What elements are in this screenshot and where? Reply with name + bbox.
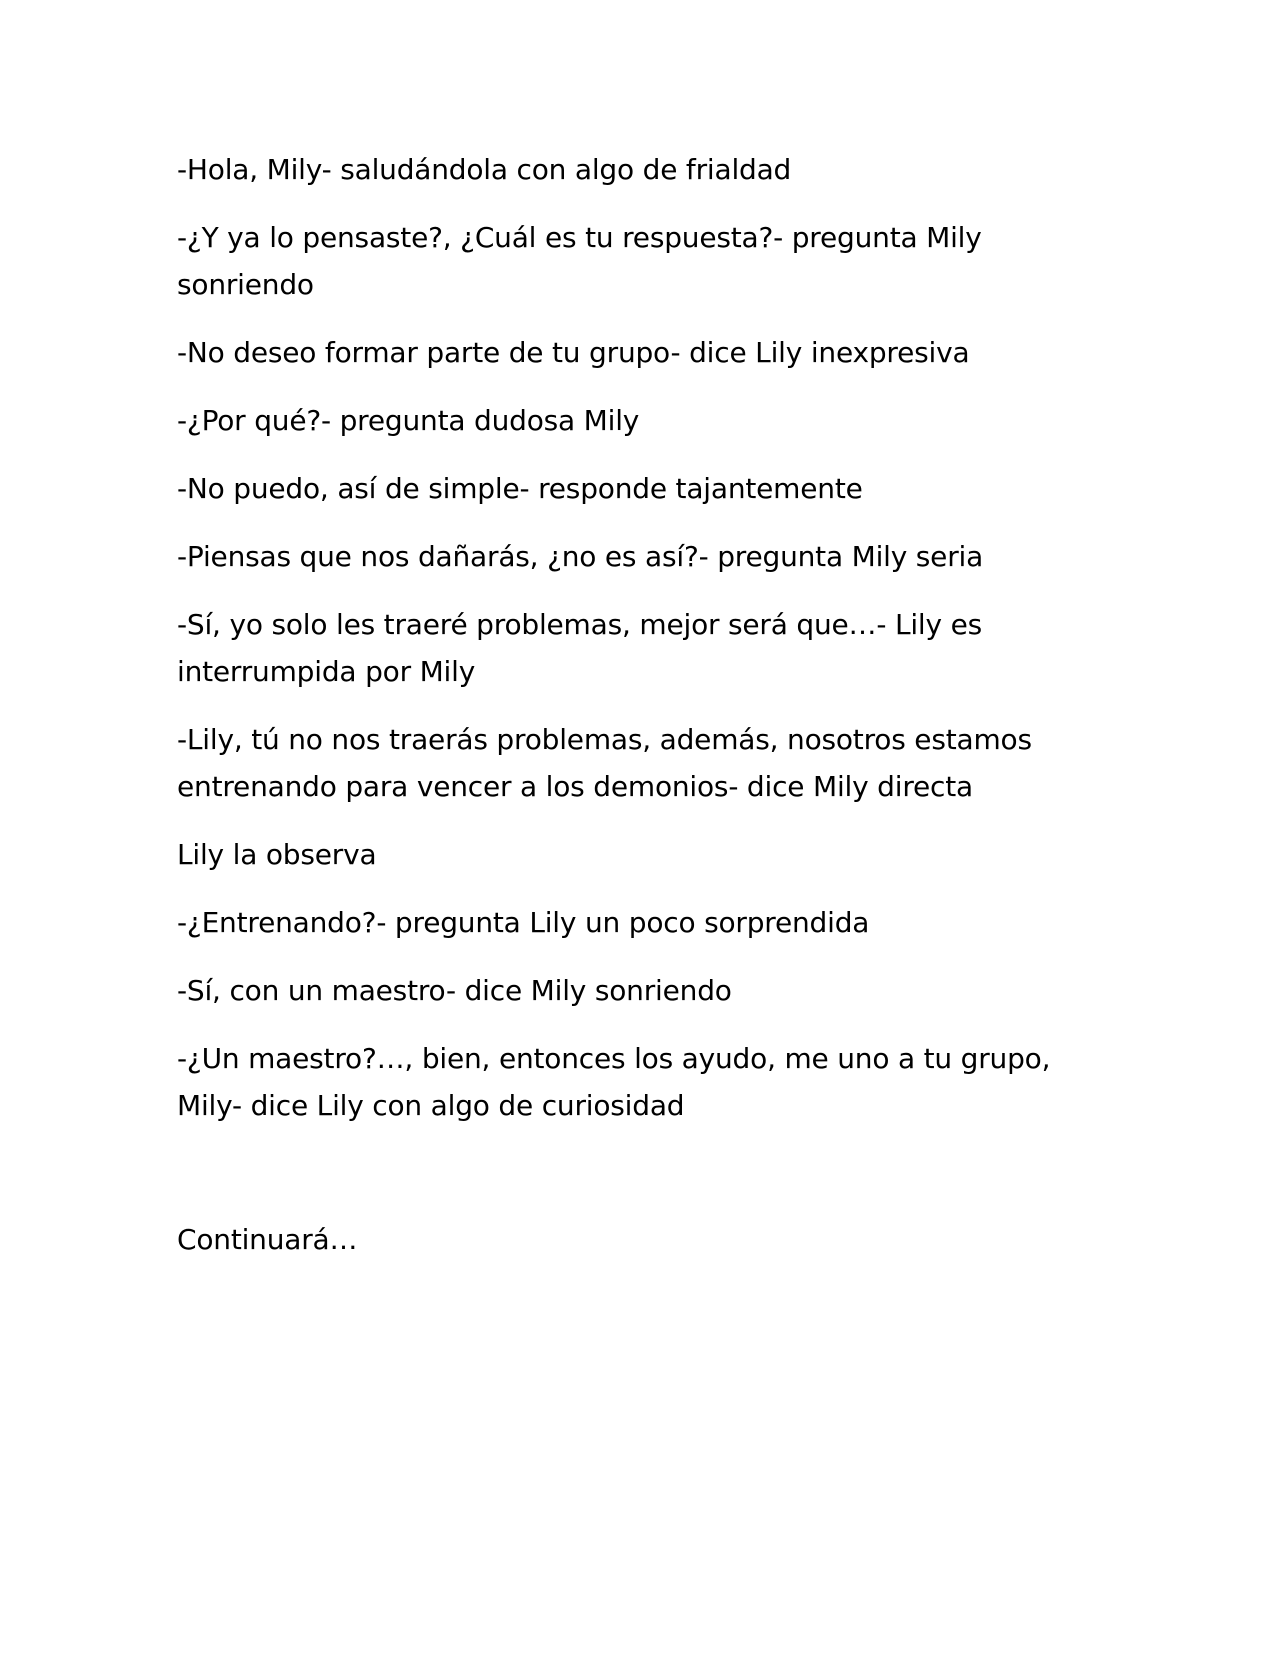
dialogue-line: -¿Un maestro?…, bien, entonces los ayudo, me uno a tu grupo, Mily- dice Lily con algo de curiosidad xyxy=(177,1042,1051,1122)
dialogue-line: -Sí, yo solo les traeré problemas, mejor será que…- Lily es interrumpida por Mily xyxy=(177,608,982,688)
dialogue-line: -Hola, Mily- saludándola con algo de frialdad xyxy=(177,153,792,186)
closing-line: Continuará… xyxy=(177,1223,358,1256)
dialogue-line: -Lily, tú no nos traerás problemas, además, nosotros estamos entrenando para vencer a los demonios- dice Mily directa xyxy=(177,723,1032,803)
dialogue-line: -¿Y ya lo pensaste?, ¿Cuál es tu respuesta?- pregunta Mily sonriendo xyxy=(177,221,982,301)
dialogue-line: -No puedo, así de simple- responde tajantemente xyxy=(177,472,863,505)
dialogue-line: -No deseo formar parte de tu grupo- dice Lily inexpresiva xyxy=(177,336,970,369)
dialogue-line: -Sí, con un maestro- dice Mily sonriendo xyxy=(177,974,732,1007)
narration-line: Lily la observa xyxy=(177,838,377,871)
document-body xyxy=(177,146,1057,1284)
dialogue-line: -¿Por qué?- pregunta dudosa Mily xyxy=(177,404,640,437)
dialogue-line: -Piensas que nos dañarás, ¿no es así?- pregunta Mily seria xyxy=(177,540,984,573)
dialogue-line: -¿Entrenando?- pregunta Lily un poco sorprendida xyxy=(177,906,870,939)
